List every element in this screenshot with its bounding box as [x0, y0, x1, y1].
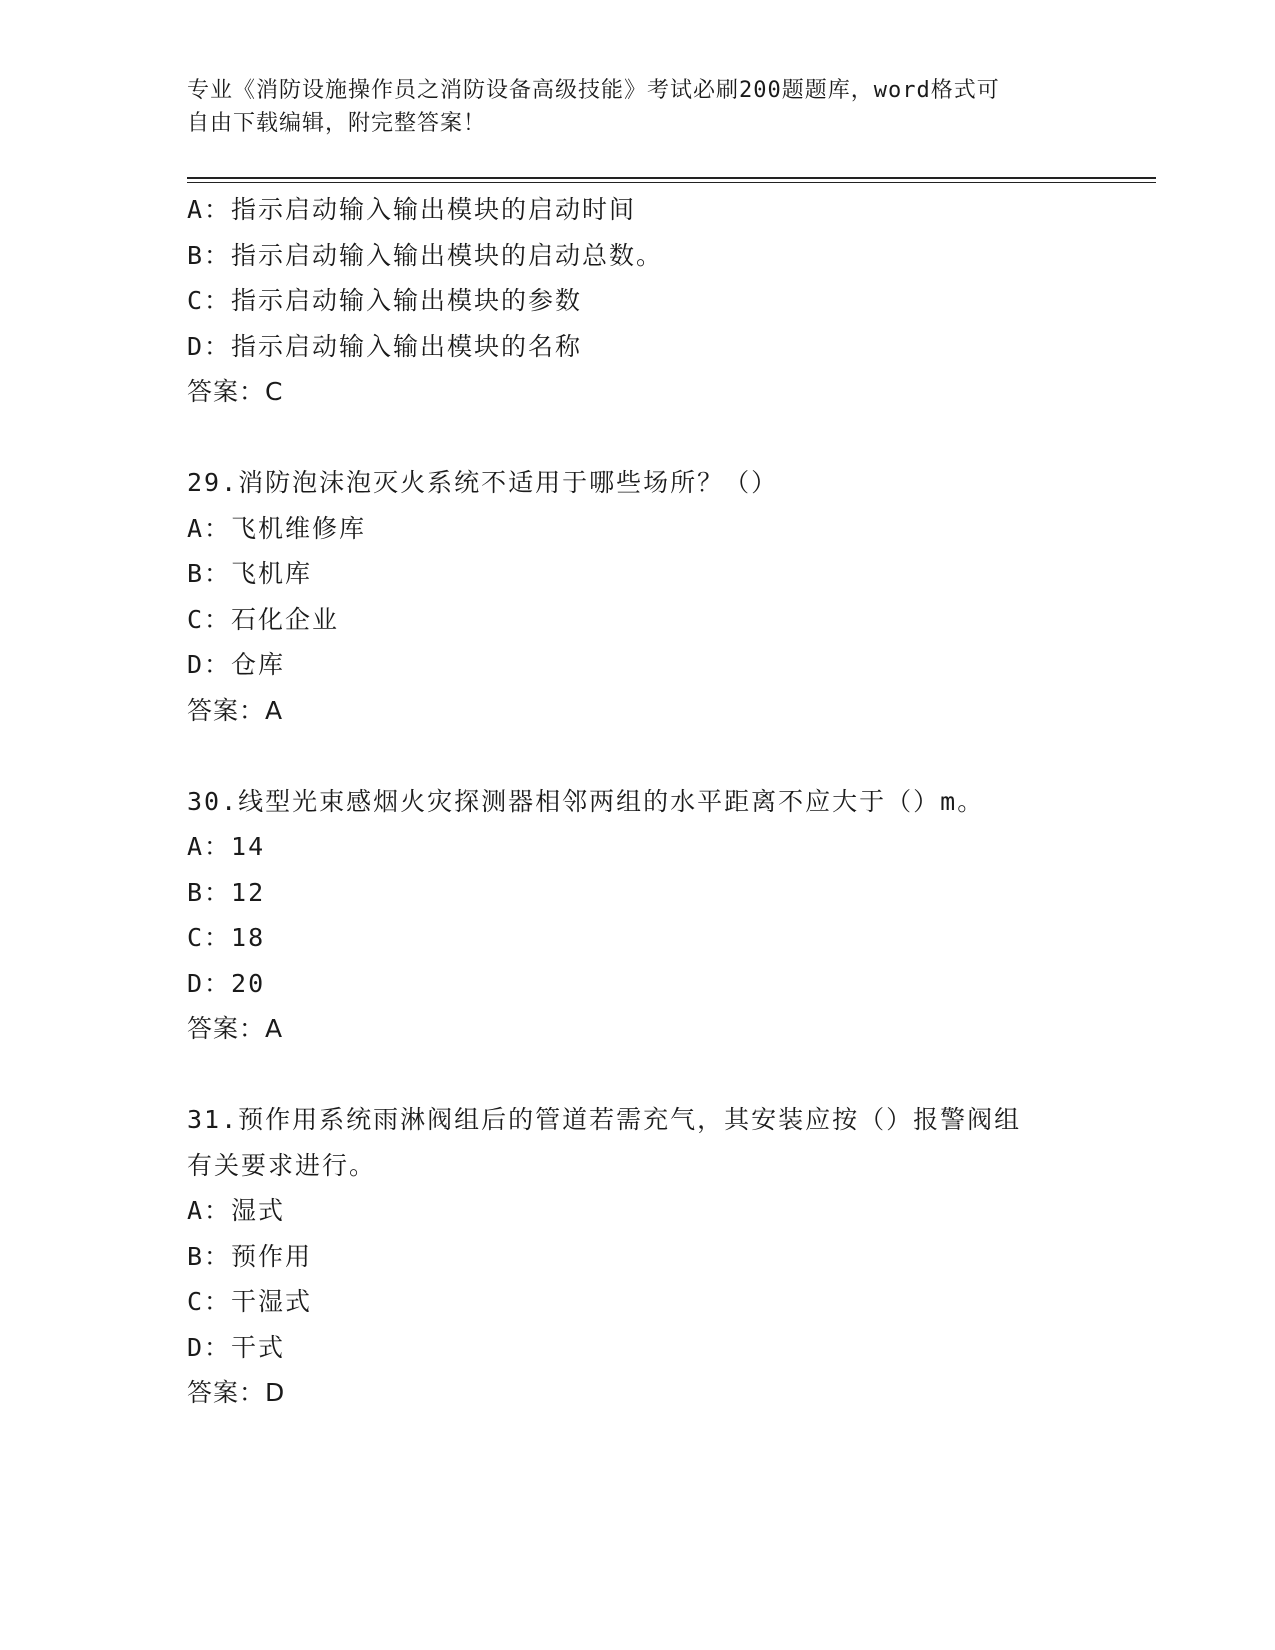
- question-30: [187, 779, 1087, 1052]
- option-c: C：指示启动输入输出模块的参数: [187, 286, 583, 315]
- question-list: [187, 187, 1087, 1416]
- option-b: B：12: [187, 877, 266, 907]
- option-c: C：石化企业: [187, 604, 340, 634]
- header-line-1: 专业《消防设施操作员之消防设备高级技能》考试必刷200题题库，word格式可: [187, 78, 1000, 103]
- document-header: [187, 74, 1067, 140]
- option-d: D：20: [187, 968, 266, 998]
- question-28: [187, 187, 1087, 415]
- answer: 答案：D: [187, 1378, 286, 1407]
- question-text-line-1: 31.预作用系统雨淋阀组后的管道若需充气，其安装应按（）报警阀组: [187, 1105, 1022, 1134]
- option-b: B：飞机库: [187, 559, 313, 588]
- question-text: 29.消防泡沫泡灭火系统不适用于哪些场所？（）: [187, 468, 779, 497]
- option-a: A：湿式: [187, 1196, 286, 1225]
- option-b: B：指示启动输入输出模块的启动总数。: [187, 240, 664, 270]
- option-a: A：指示启动输入输出模块的启动时间: [187, 195, 637, 224]
- option-d: D：仓库: [187, 650, 286, 679]
- option-d: D：干式: [187, 1332, 286, 1362]
- option-a: A：14: [187, 832, 266, 861]
- question-31: [187, 1097, 1087, 1416]
- option-b: B：预作用: [187, 1241, 313, 1271]
- answer: 答案：C: [187, 377, 284, 406]
- question-text-line-2: 有关要求进行。: [187, 1150, 377, 1180]
- answer: 答案：A: [187, 1014, 284, 1043]
- header-divider-thick: [187, 177, 1156, 179]
- question-text: 30.线型光束感烟火灾探测器相邻两组的水平距离不应大于（）m。: [187, 786, 985, 816]
- option-d: D：指示启动输入输出模块的名称: [187, 331, 583, 361]
- option-c: C：18: [187, 923, 266, 952]
- header-divider-thin: [187, 182, 1156, 183]
- answer: 答案：A: [187, 695, 284, 725]
- option-a: A：飞机维修库: [187, 513, 367, 543]
- header-line-2: 自由下载编辑，附完整答案！: [187, 111, 487, 136]
- question-29: [187, 460, 1087, 733]
- option-c: C：干湿式: [187, 1287, 313, 1316]
